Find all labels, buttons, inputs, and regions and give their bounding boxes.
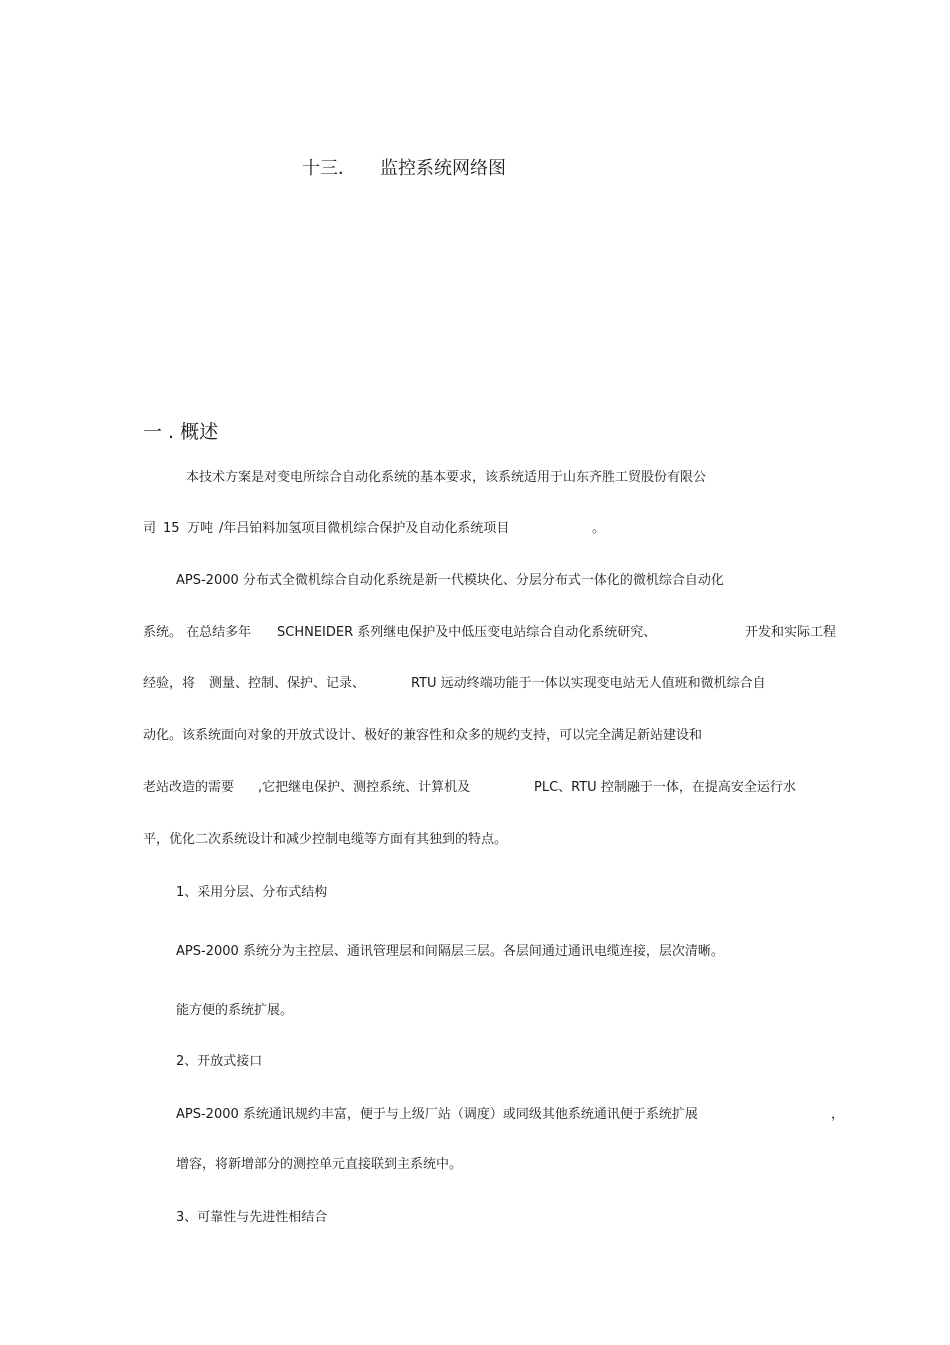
desc-line-2c: 开发和实际工程 (745, 625, 837, 640)
feature-2-body-2: 增容，将新增部分的测控单元直接联到主系统中。 (176, 1157, 463, 1172)
page-title: 监控系统网络图 (380, 158, 506, 179)
desc-line-5a: 老站改造的需要 (143, 780, 235, 795)
desc-line-2a: 系统。 在总结多年 (143, 625, 252, 640)
feature-1-body-2: 能方便的系统扩展。 (176, 1003, 294, 1018)
feature-3-heading: 3、可靠性与先进性相结合 (176, 1210, 328, 1225)
desc-line-2b: SCHNEIDER 系列继电保护及中低压变电站综合自动化系统研究、 (277, 625, 657, 640)
intro-line-2c: 万吨 (187, 521, 214, 536)
desc-line-3c: RTU 远动终端功能于一体以实现变电站无人值班和微机综合自 (411, 676, 766, 691)
feature-2-body-1-end: ， (831, 1107, 845, 1122)
section-heading: 一 . 概述 (143, 421, 219, 443)
desc-line-5c: PLC、RTU 控制融于一体，在提高安全运行水 (534, 780, 796, 795)
intro-line-2b: 15 (163, 521, 180, 536)
desc-line-3b: 测量、控制、保护、记录、 (209, 676, 366, 691)
desc-line-1: APS-2000 分布式全微机综合自动化系统是新一代模块化、分层分布式一体化的微机综合自动化 (176, 573, 724, 588)
desc-line-5b: ,它把继电保护、测控系统、计算机及 (258, 780, 471, 795)
intro-line-2d: /年吕铂料加氢项目微机综合保护及自动化系统项目 (219, 521, 510, 536)
title-number: 十三． (302, 158, 356, 179)
desc-line-3a: 经验，将 (143, 676, 196, 691)
feature-1-heading: 1、采用分层、分布式结构 (176, 885, 328, 900)
intro-line-2a: 司 (143, 521, 157, 536)
desc-line-4: 动化。该系统面向对象的开放式设计、极好的兼容性和众多的规约支持，可以完全满足新站建设和 (143, 728, 703, 743)
intro-line-1: 本技术方案是对变电所综合自动化系统的基本要求，该系统适用于山东齐胜工贸股份有限公 (186, 470, 707, 485)
feature-2-heading: 2、开放式接口 (176, 1054, 263, 1069)
intro-line-2e: 。 (592, 521, 606, 536)
desc-line-6: 平，优化二次系统设计和减少控制电缆等方面有其独到的特点。 (143, 832, 508, 847)
feature-2-body-1: APS-2000 系统通讯规约丰富，便于与上级厂站（调度）或同级其他系统通讯便于系统扩展 (176, 1107, 698, 1122)
feature-1-body-1: APS-2000 系统分为主控层、通讯管理层和间隔层三层。各层间通过通讯电缆连接，层次清晰。 (176, 944, 724, 959)
